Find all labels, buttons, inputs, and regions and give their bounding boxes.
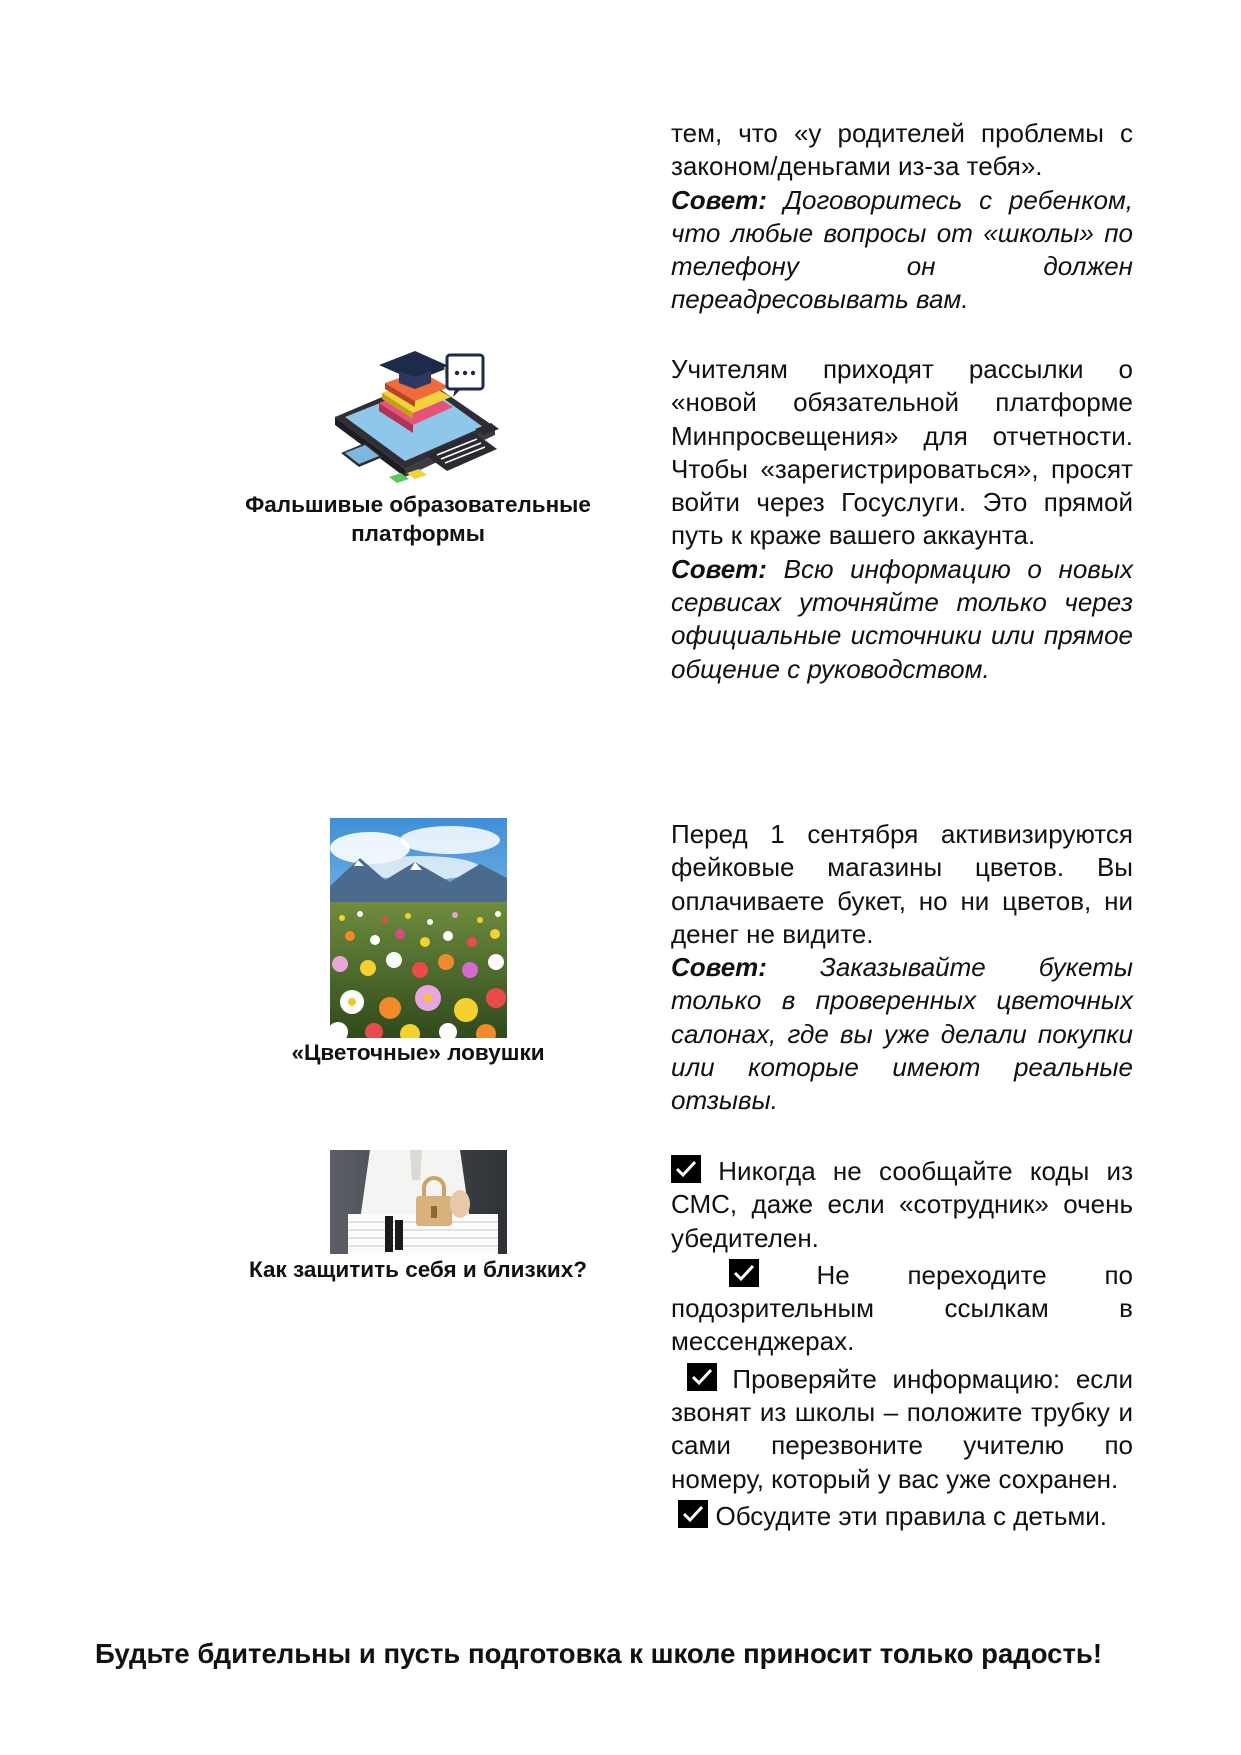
padlock-documents-photo bbox=[330, 1150, 507, 1254]
caption-flowers: «Цветочные» ловушки bbox=[291, 1040, 545, 1065]
advice-1-text: Договоритесь с ребенком, что любые вопросы от «школы» по телефону он должен переадресовывать вам. bbox=[671, 184, 1133, 315]
checklist-item-1-text: Никогда не сообщайте коды из СМС, даже если «сотрудник» очень убедителен. bbox=[671, 1156, 1133, 1253]
checklist-item-4-text: Обсудите эти правила с детьми. bbox=[715, 1500, 1108, 1531]
advice-1-label: Совет: bbox=[671, 184, 767, 215]
caption-protection: Как защитить себя и близких? bbox=[249, 1257, 587, 1282]
advice-2-text: Всю информацию о новых сервисах уточняйте только через официальные источники или прямое общение с руководством. bbox=[671, 553, 1133, 684]
education-platform-icon bbox=[327, 349, 509, 494]
checkmark-icon bbox=[687, 1363, 717, 1391]
flower-field-photo bbox=[330, 818, 507, 1038]
paragraph-1-text: тем, что «у родителей проблемы с законом/деньгами из-за тебя». bbox=[671, 118, 1133, 182]
closing-message: Будьте бдительны и пусть подготовка к школе приносит только радость! bbox=[95, 1638, 1102, 1669]
advice-3-text: Заказывайте букеты только в проверенных цветочных салонах, где вы уже делали покупки или которые имеют реальные отзывы. bbox=[671, 952, 1133, 1116]
checklist-item-1 bbox=[671, 1155, 1133, 1255]
paragraph-2-text: Учителям приходят рассылки о «новой обязательной платформе Минпросвещения» для отчетности. Чтобы «зарегистрироваться», просят войти через Госуслуги. Это прямой путь к краже вашего аккаунта. bbox=[671, 354, 1133, 551]
paragraph-1 bbox=[671, 117, 1133, 317]
checkmark-icon bbox=[729, 1259, 759, 1287]
paragraph-2 bbox=[671, 353, 1133, 686]
caption-platforms: Фальшивые образовательные платформы bbox=[245, 492, 591, 546]
checkmark-icon bbox=[678, 1500, 708, 1528]
checklist-item-4 bbox=[671, 1500, 1133, 1533]
advice-3-label: Совет: bbox=[671, 952, 767, 983]
advice-3 bbox=[671, 951, 1133, 1117]
checklist-item-3 bbox=[671, 1363, 1133, 1496]
advice-1 bbox=[671, 184, 1133, 317]
checklist-item-2 bbox=[671, 1259, 1133, 1359]
advice-2 bbox=[671, 553, 1133, 686]
paragraph-3-text: Перед 1 сентября активизируются фейковые магазины цветов. Вы оплачиваете букет, но ни цветов, ни денег не видите. bbox=[671, 819, 1133, 949]
paragraph-3 bbox=[671, 818, 1133, 1118]
checkmark-icon bbox=[671, 1155, 701, 1183]
advice-2-label: Совет: bbox=[671, 553, 767, 584]
checklist bbox=[671, 1155, 1133, 1533]
checklist-item-3-text: Проверяйте информацию: если звонят из школы – положите трубку и сами перезвоните учителю по номеру, который у вас уже сохранен. bbox=[671, 1363, 1133, 1494]
checklist-item-2-text: Не переходите по подозрительным ссылкам в мессенджерах. bbox=[671, 1259, 1134, 1357]
